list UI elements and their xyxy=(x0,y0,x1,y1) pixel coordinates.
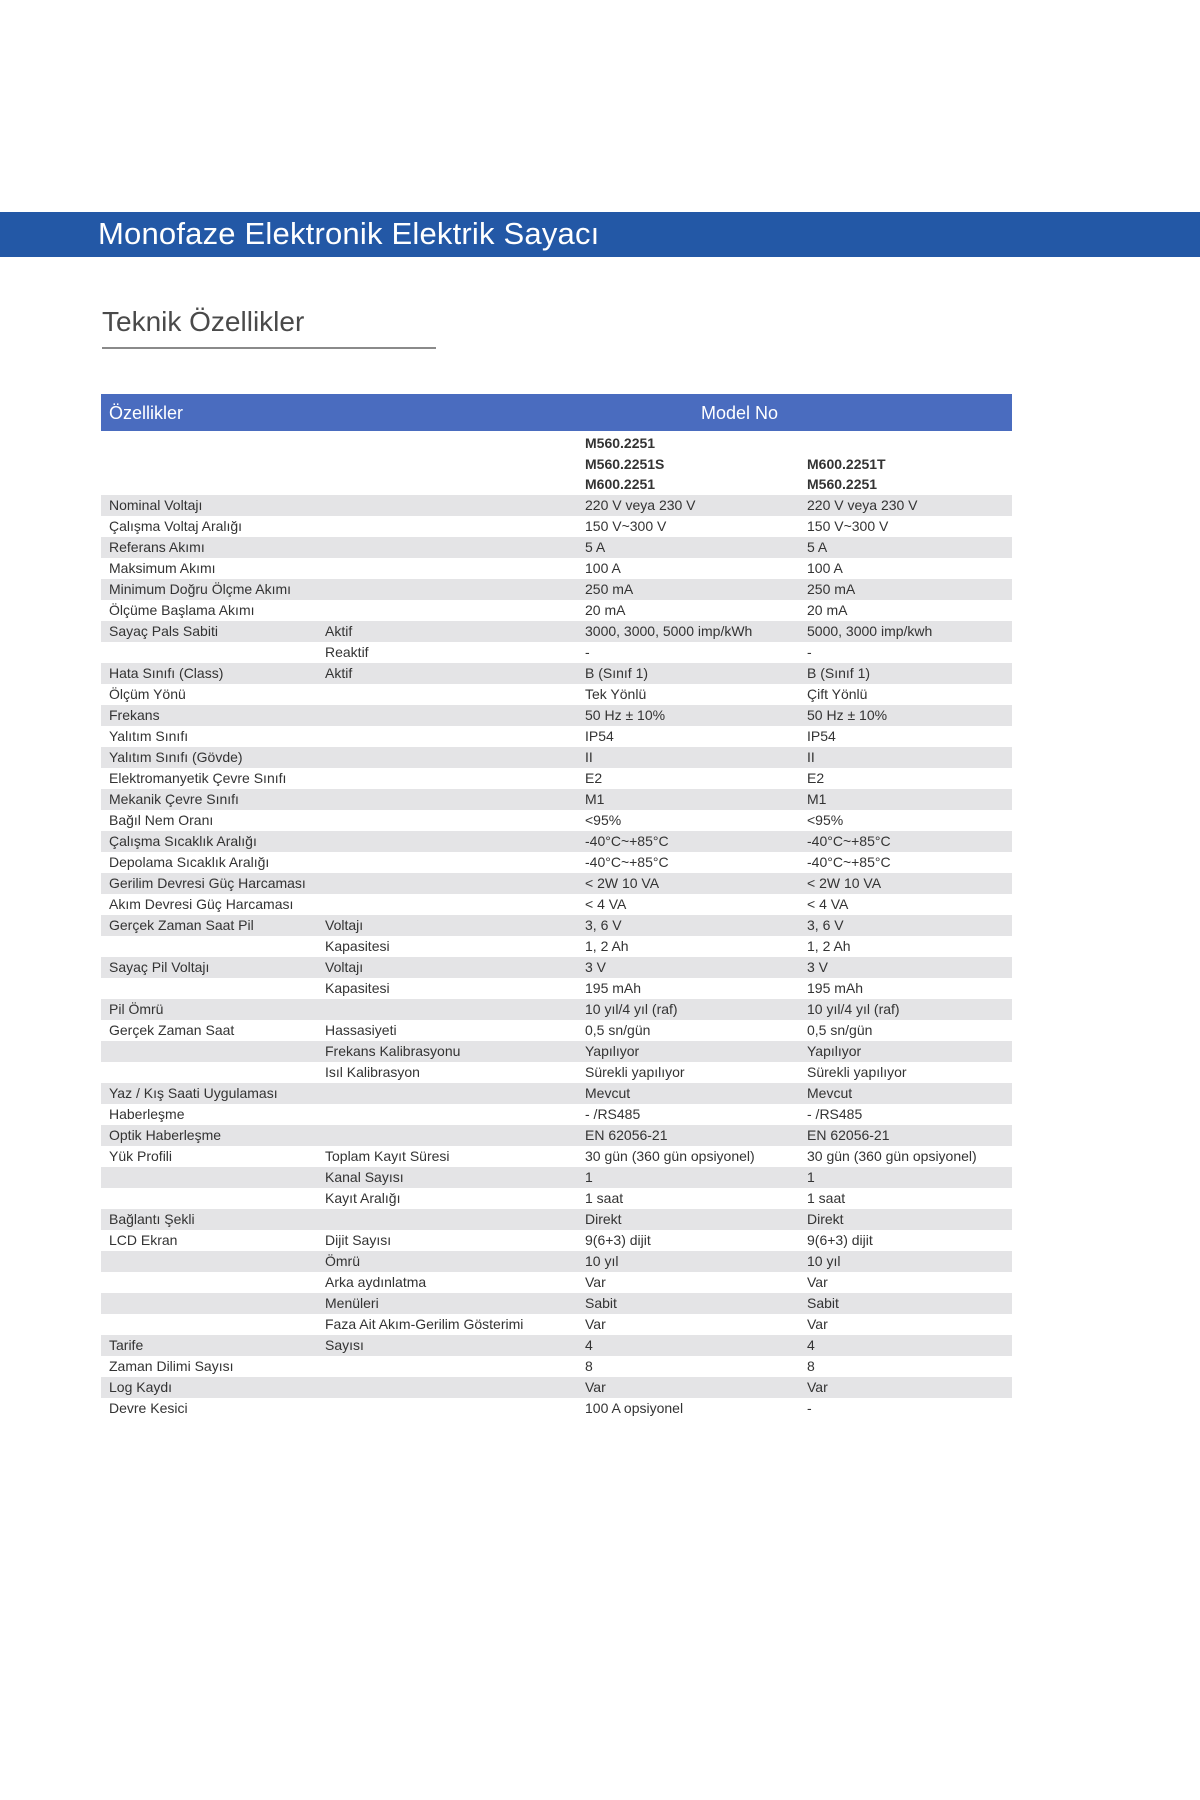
row-value-model-1: - xyxy=(585,644,590,660)
row-label: Çalışma Sıcaklık Aralığı xyxy=(109,833,257,849)
row-value-model-1: Var xyxy=(585,1316,606,1332)
row-label: Pil Ömrü xyxy=(109,1001,164,1017)
row-label: Log Kaydı xyxy=(109,1379,173,1395)
row-value-model-2: 20 mA xyxy=(807,602,848,618)
table-header xyxy=(101,394,1012,431)
row-sublabel: Sayısı xyxy=(325,1337,364,1353)
row-sublabel: Isıl Kalibrasyon xyxy=(325,1064,420,1080)
row-value-model-1: Var xyxy=(585,1379,606,1395)
row-value-model-2: Yapılıyor xyxy=(807,1043,862,1059)
row-label: Gerilim Devresi Güç Harcaması xyxy=(109,875,306,891)
row-value-model-1: IP54 xyxy=(585,728,614,744)
row-value-model-2: 8 xyxy=(807,1358,815,1374)
row-value-model-1: -40°C~+85°C xyxy=(585,833,669,849)
section-underline xyxy=(102,347,436,349)
table-row xyxy=(101,936,1012,957)
table-row xyxy=(101,768,1012,789)
row-value-model-1: 9(6+3) dijit xyxy=(585,1232,651,1248)
row-value-model-2: 250 mA xyxy=(807,581,856,597)
row-value-model-2: II xyxy=(807,749,815,765)
row-sublabel: Aktif xyxy=(325,623,353,639)
row-sublabel: Dijit Sayısı xyxy=(325,1232,392,1248)
row-value-model-1: II xyxy=(585,749,593,765)
row-value-model-1: -40°C~+85°C xyxy=(585,854,669,870)
row-label: Optik Haberleşme xyxy=(109,1127,222,1143)
row-value-model-2: < 2W 10 VA xyxy=(807,875,882,891)
row-value-model-2: 4 xyxy=(807,1337,815,1353)
row-sublabel: Ömrü xyxy=(325,1253,360,1269)
row-value-model-2: Direkt xyxy=(807,1211,844,1227)
row-value-model-1: 150 V~300 V xyxy=(585,518,667,534)
row-value-model-2: Mevcut xyxy=(807,1085,853,1101)
row-sublabel: Reaktif xyxy=(325,644,369,660)
model-number: M560.2251 xyxy=(585,435,656,451)
spec-table xyxy=(101,394,1012,1419)
row-value-model-2: Çift Yönlü xyxy=(807,686,868,702)
row-sublabel: Menüleri xyxy=(325,1295,379,1311)
model-number: M600.2251T xyxy=(807,455,886,472)
row-value-model-1: B (Sınıf 1) xyxy=(585,665,649,681)
row-value-model-1: E2 xyxy=(585,770,603,786)
table-row xyxy=(101,1125,1012,1146)
row-label: Hata Sınıfı (Class) xyxy=(109,665,224,681)
table-row xyxy=(101,1146,1012,1167)
row-value-model-2: - /RS485 xyxy=(807,1106,863,1122)
row-value-model-1: 30 gün (360 gün opsiyonel) xyxy=(585,1148,755,1164)
section-title: Teknik Özellikler xyxy=(102,306,305,337)
row-value-model-1: 3 V xyxy=(585,959,607,975)
row-sublabel: Voltajı xyxy=(325,959,364,975)
row-sublabel: Kapasitesi xyxy=(325,938,390,954)
row-label: LCD Ekran xyxy=(109,1232,178,1248)
row-value-model-2: <95% xyxy=(807,812,844,828)
row-label: Yalıtım Sınıfı (Gövde) xyxy=(109,749,243,765)
row-label: Maksimum Akımı xyxy=(109,560,216,576)
row-label: Elektromanyetik Çevre Sınıfı xyxy=(109,770,287,786)
row-value-model-1: Var xyxy=(585,1274,606,1290)
row-value-model-2: - xyxy=(807,644,812,660)
row-value-model-2: 30 gün (360 gün opsiyonel) xyxy=(807,1148,977,1164)
row-value-model-2: 0,5 sn/gün xyxy=(807,1022,873,1038)
table-row xyxy=(101,1398,1012,1419)
row-label: Mekanik Çevre Sınıfı xyxy=(109,791,239,807)
row-label: Zaman Dilimi Sayısı xyxy=(109,1358,234,1374)
row-value-model-1: 10 yıl xyxy=(585,1253,619,1269)
row-value-model-1: 250 mA xyxy=(585,581,634,597)
row-value-model-2: 1 saat xyxy=(807,1190,846,1206)
row-value-model-2: E2 xyxy=(807,770,825,786)
row-value-model-2: 100 A xyxy=(807,560,843,576)
table-row xyxy=(101,1377,1012,1398)
table-row xyxy=(101,915,1012,936)
row-value-model-1: 1 xyxy=(585,1169,593,1185)
table-row xyxy=(101,978,1012,999)
row-label: Ölçüm Yönü xyxy=(109,686,186,702)
row-value-model-1: 0,5 sn/gün xyxy=(585,1022,651,1038)
model-number: M600.2251 xyxy=(585,476,656,492)
row-value-model-1: < 4 VA xyxy=(585,896,627,912)
table-row xyxy=(101,1041,1012,1062)
row-value-model-2: < 4 VA xyxy=(807,896,849,912)
row-label: Yaz / Kış Saati Uygulaması xyxy=(109,1085,278,1101)
header-properties: Özellikler xyxy=(109,403,184,423)
table-row xyxy=(101,810,1012,831)
row-value-model-1: 1 saat xyxy=(585,1190,624,1206)
row-sublabel: Arka aydınlatma xyxy=(325,1274,427,1290)
row-value-model-1: Mevcut xyxy=(585,1085,631,1101)
row-value-model-1: Tek Yönlü xyxy=(585,686,647,702)
table-row xyxy=(101,873,1012,894)
model-column-1 xyxy=(585,433,664,495)
row-value-model-1: EN 62056-21 xyxy=(585,1127,668,1143)
table-row xyxy=(101,726,1012,747)
row-value-model-1: 100 A xyxy=(585,560,621,576)
row-value-model-1: 3, 6 V xyxy=(585,917,622,933)
row-label: Yük Profili xyxy=(109,1148,173,1164)
row-value-model-2: 10 yıl xyxy=(807,1253,841,1269)
table-row xyxy=(101,516,1012,537)
header-model-no: Model No xyxy=(701,403,779,423)
row-value-model-2: Sürekli yapılıyor xyxy=(807,1064,907,1080)
row-label: Sayaç Pil Voltajı xyxy=(109,959,210,975)
row-value-model-1: Sürekli yapılıyor xyxy=(585,1064,685,1080)
row-value-model-1: 5 A xyxy=(585,539,606,555)
row-sublabel: Kanal Sayısı xyxy=(325,1169,404,1185)
row-label: Gerçek Zaman Saat Pil xyxy=(109,917,254,933)
row-label: Haberleşme xyxy=(109,1106,185,1122)
row-label: Referans Akımı xyxy=(109,539,205,555)
table-row xyxy=(101,957,1012,978)
table-row xyxy=(101,999,1012,1020)
row-value-model-2: 5000, 3000 imp/kwh xyxy=(807,623,933,639)
table-row xyxy=(101,684,1012,705)
row-label: Yalıtım Sınıfı xyxy=(109,728,189,744)
row-label: Tarife xyxy=(109,1337,144,1353)
table-row xyxy=(101,558,1012,579)
table-row xyxy=(101,1209,1012,1230)
row-value-model-1: M1 xyxy=(585,791,605,807)
table-row xyxy=(101,1251,1012,1272)
table-row xyxy=(101,747,1012,768)
row-value-model-1: 3000, 3000, 5000 imp/kWh xyxy=(585,623,753,639)
row-value-model-1: 1, 2 Ah xyxy=(585,938,629,954)
row-value-model-2: Var xyxy=(807,1316,828,1332)
row-label: Sayaç Pals Sabiti xyxy=(109,623,218,639)
row-value-model-1: 220 V veya 230 V xyxy=(585,497,696,513)
row-value-model-1: Direkt xyxy=(585,1211,622,1227)
row-value-model-1: 195 mAh xyxy=(585,980,642,996)
row-value-model-2: - xyxy=(807,1400,812,1416)
table-row xyxy=(101,1293,1012,1314)
table-row xyxy=(101,1167,1012,1188)
row-label: Akım Devresi Güç Harcaması xyxy=(109,896,294,912)
table-row xyxy=(101,537,1012,558)
table-row xyxy=(101,579,1012,600)
row-value-model-2: IP54 xyxy=(807,728,836,744)
table-row xyxy=(101,1020,1012,1041)
row-label: Depolama Sıcaklık Aralığı xyxy=(109,854,270,870)
row-value-model-2: 150 V~300 V xyxy=(807,518,889,534)
table-row xyxy=(101,1314,1012,1335)
table-row xyxy=(101,1230,1012,1251)
row-value-model-2: EN 62056-21 xyxy=(807,1127,890,1143)
row-sublabel: Aktif xyxy=(325,665,353,681)
row-value-model-2: 1, 2 Ah xyxy=(807,938,851,954)
row-sublabel: Frekans Kalibrasyonu xyxy=(325,1043,461,1059)
row-value-model-1: 50 Hz ± 10% xyxy=(585,707,666,723)
row-value-model-1: - /RS485 xyxy=(585,1106,641,1122)
table-row xyxy=(101,1062,1012,1083)
model-column-2 xyxy=(807,454,886,495)
row-sublabel: Kayıt Aralığı xyxy=(325,1190,401,1206)
row-value-model-1: 8 xyxy=(585,1358,593,1374)
row-value-model-2: 1 xyxy=(807,1169,815,1185)
row-value-model-2: 50 Hz ± 10% xyxy=(807,707,888,723)
table-row xyxy=(101,789,1012,810)
row-value-model-1: 20 mA xyxy=(585,602,626,618)
table-row xyxy=(101,621,1012,642)
model-number: M560.2251S xyxy=(585,455,665,472)
row-label: Bağıl Nem Oranı xyxy=(109,812,214,828)
row-value-model-2: 220 V veya 230 V xyxy=(807,497,918,513)
table-row xyxy=(101,705,1012,726)
row-label: Ölçüme Başlama Akımı xyxy=(109,602,255,618)
row-sublabel: Toplam Kayıt Süresi xyxy=(325,1148,450,1164)
row-label: Nominal Voltajı xyxy=(109,497,203,513)
row-label: Bağlantı Şekli xyxy=(109,1211,195,1227)
table-row xyxy=(101,1335,1012,1356)
row-value-model-1: < 2W 10 VA xyxy=(585,875,660,891)
table-body xyxy=(101,495,1012,1419)
row-label: Gerçek Zaman Saat xyxy=(109,1022,235,1038)
row-sublabel: Kapasitesi xyxy=(325,980,390,996)
row-value-model-2: Sabit xyxy=(807,1295,839,1311)
model-numbers xyxy=(101,433,1012,495)
row-value-model-2: Var xyxy=(807,1379,828,1395)
row-label: Frekans xyxy=(109,707,160,723)
row-value-model-2: -40°C~+85°C xyxy=(807,854,891,870)
row-label: Çalışma Voltaj Aralığı xyxy=(109,518,243,534)
row-value-model-2: 3, 6 V xyxy=(807,917,844,933)
row-sublabel: Faza Ait Akım-Gerilim Gösterimi xyxy=(325,1316,524,1332)
row-value-model-2: 5 A xyxy=(807,539,828,555)
model-number: M560.2251 xyxy=(807,476,878,492)
table-row xyxy=(101,1188,1012,1209)
table-row xyxy=(101,1083,1012,1104)
row-value-model-2: -40°C~+85°C xyxy=(807,833,891,849)
table-row xyxy=(101,831,1012,852)
table-row xyxy=(101,642,1012,663)
table-row xyxy=(101,894,1012,915)
row-value-model-2: 10 yıl/4 yıl (raf) xyxy=(807,1001,900,1017)
table-row xyxy=(101,495,1012,516)
page-title: Monofaze Elektronik Elektrik Sayacı xyxy=(98,216,600,251)
row-value-model-2: 3 V xyxy=(807,959,829,975)
title-banner xyxy=(0,212,1200,257)
row-label: Devre Kesici xyxy=(109,1400,188,1416)
table-row xyxy=(101,1356,1012,1377)
row-value-model-1: 100 A opsiyonel xyxy=(585,1400,684,1416)
table-row xyxy=(101,852,1012,873)
row-value-model-2: 195 mAh xyxy=(807,980,864,996)
row-value-model-1: Sabit xyxy=(585,1295,617,1311)
row-value-model-1: 4 xyxy=(585,1337,593,1353)
row-value-model-1: 10 yıl/4 yıl (raf) xyxy=(585,1001,678,1017)
row-value-model-1: <95% xyxy=(585,812,622,828)
table-row xyxy=(101,663,1012,684)
row-value-model-1: Yapılıyor xyxy=(585,1043,640,1059)
table-row xyxy=(101,1104,1012,1125)
row-value-model-2: B (Sınıf 1) xyxy=(807,665,871,681)
row-sublabel: Voltajı xyxy=(325,917,364,933)
row-value-model-2: 9(6+3) dijit xyxy=(807,1232,873,1248)
row-value-model-2: Var xyxy=(807,1274,828,1290)
table-row xyxy=(101,600,1012,621)
row-value-model-2: M1 xyxy=(807,791,827,807)
row-sublabel: Hassasiyeti xyxy=(325,1022,397,1038)
row-label: Minimum Doğru Ölçme Akımı xyxy=(109,581,292,597)
table-row xyxy=(101,1272,1012,1293)
